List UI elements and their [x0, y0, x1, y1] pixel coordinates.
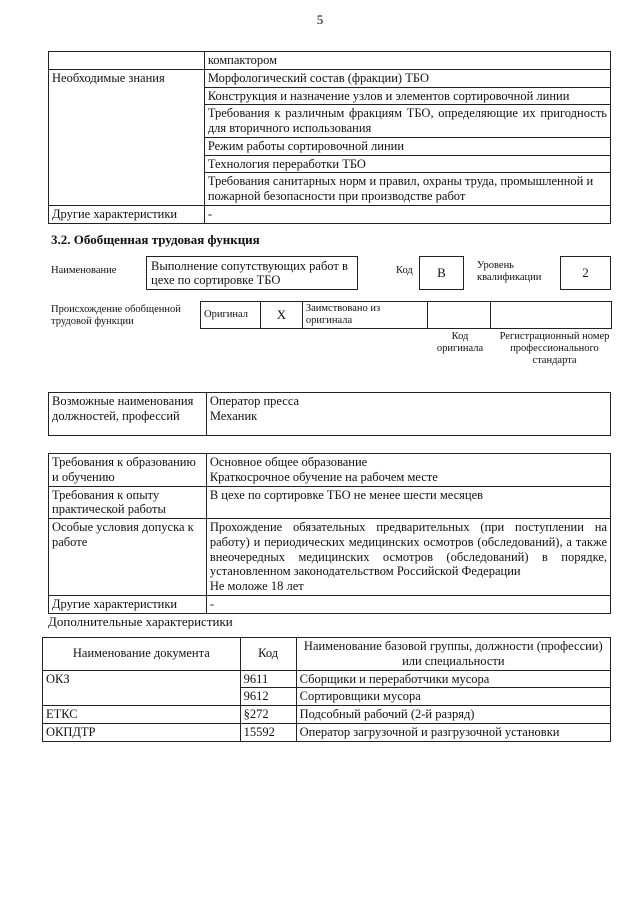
knowledge-label: Необходимые знания [49, 69, 205, 205]
function-name-box [146, 256, 358, 290]
origin-label: Происхождение обобщенной трудовой функции [51, 304, 181, 328]
table-row [49, 454, 611, 487]
borrowed-label: Заимствовано из оригинала [302, 302, 427, 329]
table-row [49, 205, 611, 223]
knowledge-item: Морфологический состав (фракции) ТБО [204, 69, 610, 87]
level-label: Уровень квалификации [477, 260, 542, 284]
position-item: Оператор пресса [209, 394, 300, 408]
other-characteristics-label: Другие характеристики [49, 205, 205, 223]
origin-table [200, 301, 612, 329]
doc-cell: ОКЗ [43, 670, 241, 706]
positions-label: Возможные наименования должностей, профессий [49, 393, 207, 436]
name-cell: Подсобный рабочий (2-й разряд) [296, 706, 610, 724]
requirement-values [206, 454, 610, 487]
code-value: B [437, 265, 446, 280]
table-row [43, 706, 611, 724]
requirement-label: Особые условия допуска к работе [49, 519, 207, 596]
knowledge-table [48, 51, 611, 224]
code-box [419, 256, 464, 290]
position-item: Механик [209, 408, 258, 423]
knowledge-item: Технология переработки ТБО [204, 155, 610, 173]
requirement-value: Не моложе 18 лет [209, 579, 304, 593]
doc-cell: ОКПДТР [43, 723, 241, 741]
table-row [49, 393, 611, 436]
table-header-row [43, 638, 611, 671]
requirement-value: Прохождение обязательных предварительных (при поступлении на работу) и периодических медицинских осмотров (обследований), а также внеочередных медицинских осмотров (обследований) в порядке, установленном законодательством Российской Федерации [209, 520, 607, 579]
requirement-value: Основное общее образование [209, 455, 368, 469]
requirement-value: - [206, 595, 610, 613]
code-cell: §272 [240, 706, 296, 724]
requirements-table [48, 453, 611, 614]
section-title: 3.2. Обобщенная трудовая функция [51, 232, 260, 247]
name-cell: Оператор загрузочной и разгрузочной установки [296, 723, 610, 741]
table-row [49, 69, 611, 87]
column-header: Наименование базовой группы, должности (профессии) или специальности [296, 638, 610, 671]
function-name: Выполнение сопутствующих работ в цехе по сортировке ТБО [151, 259, 348, 288]
code-cell: 15592 [240, 723, 296, 741]
other-characteristics-value: - [204, 205, 610, 223]
level-value: 2 [582, 265, 589, 280]
table-row [201, 302, 612, 329]
code-original-label: Код оригинала [436, 331, 484, 355]
table-row [43, 723, 611, 741]
requirement-label: Требования к образованию и обучению [49, 454, 207, 487]
table-row [43, 670, 611, 688]
level-box [560, 256, 611, 290]
table-row [49, 519, 611, 596]
original-label: Оригинал [201, 302, 261, 329]
code-cell: 9611 [240, 670, 296, 688]
positions-values [206, 393, 610, 436]
column-header: Код [240, 638, 296, 671]
knowledge-item: Требования к различным фракциям ТБО, определяющие их пригодность для вторичного использования [204, 105, 610, 138]
knowledge-item: Конструкция и назначение узлов и элементов сортировочной линии [204, 87, 610, 105]
code-label: Код [396, 265, 413, 276]
code-cell: 9612 [240, 688, 296, 706]
name-cell: Сортировщики мусора [296, 688, 610, 706]
table-row [49, 595, 611, 613]
requirement-value: В цехе по сортировке ТБО не менее шести месяцев [206, 486, 610, 519]
requirement-label: Требования к опыту практической работы [49, 486, 207, 519]
table-row [49, 52, 611, 70]
page-number: 5 [316, 12, 324, 27]
table-row [49, 486, 611, 519]
positions-table [48, 392, 611, 436]
knowledge-item: Требования санитарных норм и правил, охраны труда, промышленной и пожарной безопасности при производстве работ [204, 173, 610, 206]
requirement-label: Другие характеристики [49, 595, 207, 613]
doc-cell: ЕТКС [43, 706, 241, 724]
requirement-values [206, 519, 610, 596]
original-mark: X [260, 302, 302, 329]
knowledge-top-row: компактором [204, 52, 610, 70]
reg-number-label: Регистрационный номер профессионального стандарта [499, 331, 610, 367]
column-header: Наименование документа [43, 638, 241, 671]
name-cell: Сборщики и переработчики мусора [296, 670, 610, 688]
requirement-value: Краткосрочное обучение на рабочем месте [209, 469, 438, 484]
name-label: Наименование [51, 265, 117, 276]
additional-table [42, 637, 611, 742]
additional-title: Дополнительные характеристики [48, 614, 233, 629]
knowledge-item: Режим работы сортировочной линии [204, 137, 610, 155]
